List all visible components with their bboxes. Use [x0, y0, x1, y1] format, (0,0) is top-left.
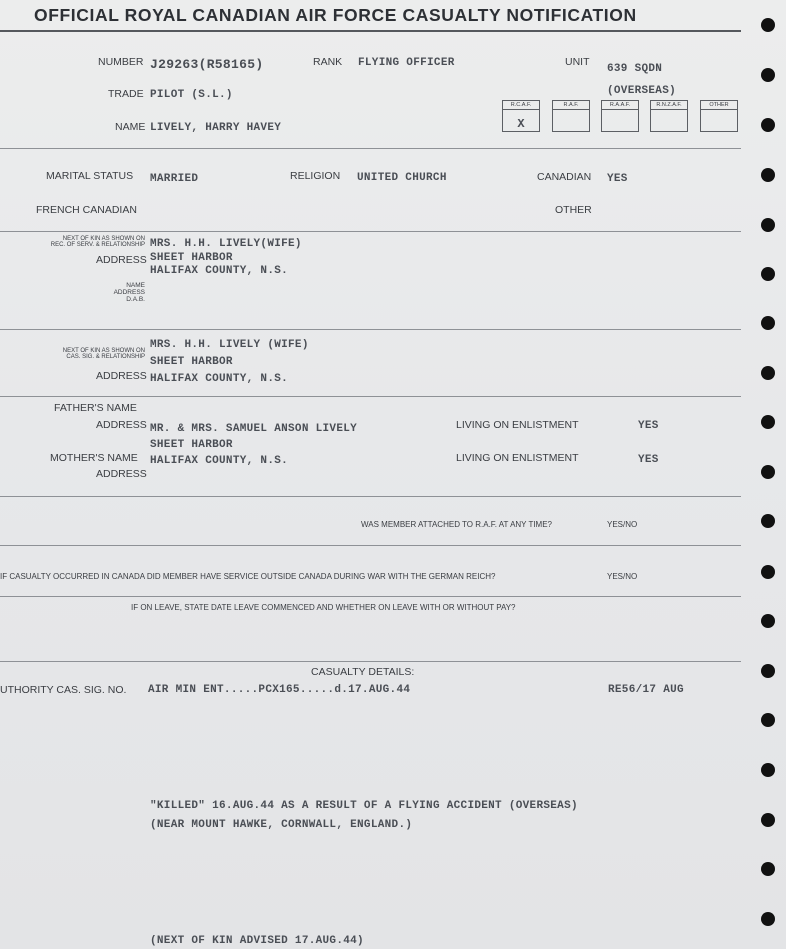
binder-hole	[761, 514, 775, 528]
nok-cas-address-label: ADDRESS	[96, 370, 147, 382]
religion-value: UNITED CHURCH	[357, 172, 447, 184]
father-name-label: FATHER'S NAME	[54, 402, 137, 414]
divider	[0, 496, 741, 497]
binder-hole	[761, 415, 775, 429]
casualty-details-heading: CASUALTY DETAILS:	[311, 666, 415, 678]
binder-hole	[761, 316, 775, 330]
service-box-other	[700, 100, 738, 132]
unit-value	[607, 58, 697, 102]
trade-value: PILOT (S.L.)	[150, 89, 233, 101]
nok-service-label-line: NEXT OF KIN AS SHOWN ON	[62, 236, 145, 242]
number-value: J29263(R58165)	[150, 57, 264, 72]
binder-hole	[761, 218, 775, 232]
divider	[0, 545, 741, 546]
marital-status-label: MARITAL STATUS	[46, 170, 134, 182]
name-value: LIVELY, HARRY HAVEY	[150, 122, 282, 134]
authority-label: UTHORITY CAS. SIG. NO.	[0, 684, 127, 696]
binder-hole	[761, 813, 775, 827]
nok-service-value: MRS. H.H. LIVELY(WIFE) SHEET HARBOR HALIFAX COUNTY, N.S.	[150, 238, 302, 277]
raf-attached-question: WAS MEMBER ATTACHED TO R.A.F. AT ANY TIME?	[361, 520, 553, 529]
divider	[0, 596, 741, 597]
nok-cas-value: MRS. H.H. LIVELY (WIFE) SHEET HARBOR HALIFAX COUNTY, N.S.	[150, 339, 309, 385]
rank-value: FLYING OFFICER	[358, 57, 455, 69]
binder-hole	[761, 664, 775, 678]
mother-name-label: MOTHER'S NAME	[50, 452, 138, 464]
authority-value: AIR MIN ENT.....PCX165.....d.17.AUG.44	[148, 684, 411, 696]
religion-label: RELIGION	[290, 170, 341, 182]
canadian-value: YES	[607, 173, 628, 185]
trade-label: TRADE	[108, 88, 144, 100]
binder-hole	[761, 366, 775, 380]
nok-service-address-label: ADDRESS	[96, 254, 147, 266]
service-box-rnzaf	[650, 100, 688, 132]
service-outside-question: IF CASUALTY OCCURRED IN CANADA DID MEMBER HAVE SERVICE OUTSIDE CANADA DURING WAR WITH THE GERMAN REICH?	[0, 572, 496, 581]
name-label: NAME	[115, 121, 146, 133]
binder-hole	[761, 118, 775, 132]
nok-advised-text: (NEXT OF KIN ADVISED 17.AUG.44)	[150, 935, 364, 947]
binder-hole	[761, 614, 775, 628]
nok-cas-label-line: CAS. SIG. & RELATIONSHIP	[66, 354, 145, 361]
nok-service-label-line: REC. OF SERV. & RELATIONSHIP	[50, 242, 145, 249]
on-leave-question: IF ON LEAVE, STATE DATE LEAVE COMMENCED AND WHETHER ON LEAVE WITH OR WITHOUT PAY?	[131, 603, 516, 612]
casualty-details-text: "KILLED" 16.AUG.44 AS A RESULT OF A FLYING ACCIDENT (OVERSEAS) (NEAR MOUNT HAWKE, CORNWALL, ENGLAND.)	[150, 800, 578, 831]
divider	[0, 30, 741, 32]
nok-cas-label-line: NEXT OF KIN AS SHOWN ON	[62, 348, 145, 354]
other-label: OTHER	[555, 204, 592, 216]
unit-value-text: 639 SQDN (OVERSEAS)	[607, 63, 677, 97]
service-box-raf	[552, 100, 590, 132]
binder-hole	[761, 267, 775, 281]
binder-hole	[761, 68, 775, 82]
divider	[0, 396, 741, 397]
father-address-label: ADDRESS	[96, 419, 147, 431]
unit-label: UNIT	[565, 56, 590, 68]
number-label: NUMBER	[98, 56, 144, 68]
nok-service-label	[18, 236, 145, 249]
divider	[0, 329, 741, 330]
service-outside-answer: YES/NO	[607, 572, 638, 581]
living-on-enlistment-value: YES	[638, 454, 659, 466]
marital-status-value: MARRIED	[150, 173, 199, 185]
living-on-enlistment-label: LIVING ON ENLISTMENT	[456, 419, 579, 431]
binder-hole	[761, 18, 775, 32]
file-reference: RE56/17 AUG	[608, 684, 684, 696]
living-on-enlistment-value: YES	[638, 420, 659, 432]
service-box-raaf	[601, 100, 639, 132]
french-canadian-label: FRENCH CANADIAN	[36, 204, 137, 216]
binder-hole	[761, 713, 775, 727]
divider	[0, 661, 741, 662]
nok-cas-label	[18, 348, 145, 361]
binder-hole	[761, 168, 775, 182]
service-box-label: OTHER	[701, 102, 737, 110]
binder-hole	[761, 862, 775, 876]
service-box-rcaf	[502, 100, 540, 132]
service-box-label: R.A.A.F.	[602, 102, 638, 110]
binder-hole	[761, 465, 775, 479]
parents-value: MR. & MRS. SAMUEL ANSON LIVELY SHEET HARBOR HALIFAX COUNTY, N.S.	[150, 423, 358, 467]
binder-hole	[761, 565, 775, 579]
divider	[0, 148, 741, 149]
service-box-mark: X	[517, 117, 525, 131]
binder-hole	[761, 763, 775, 777]
form-title: OFFICIAL ROYAL CANADIAN AIR FORCE CASUALTY NOTIFICATION	[34, 5, 637, 25]
mother-address-label: ADDRESS	[96, 468, 147, 480]
living-on-enlistment-label: LIVING ON ENLISTMENT	[456, 452, 579, 464]
raf-attached-answer: YES/NO	[607, 520, 638, 529]
service-box-label: R.C.A.F.	[503, 102, 539, 110]
service-box-label: R.A.F.	[553, 102, 589, 110]
rank-label: RANK	[313, 56, 343, 68]
divider	[0, 231, 741, 232]
service-box-label: R.N.Z.A.F.	[651, 102, 687, 110]
name-address-dab-label: NAME ADDRESS D.A.B.	[113, 282, 145, 303]
binder-hole	[761, 912, 775, 926]
canadian-label: CANADIAN	[537, 171, 592, 183]
